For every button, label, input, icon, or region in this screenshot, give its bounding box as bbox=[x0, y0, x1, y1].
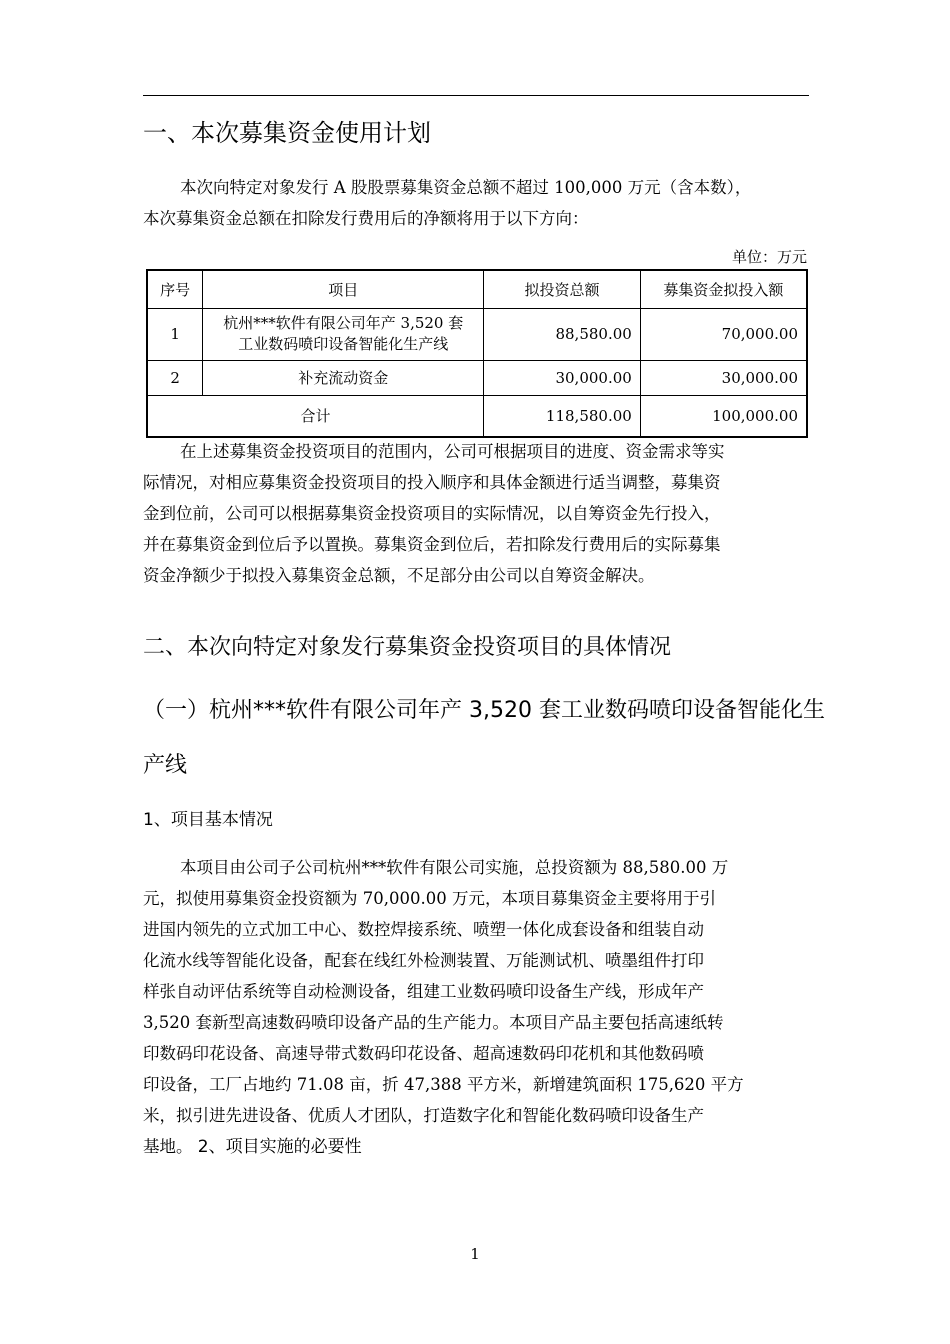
section1-title: 一、本次募集资金使用计划 bbox=[143, 119, 431, 147]
table-sum-row bbox=[147, 395, 807, 437]
after-line: 际情况，对相应募集资金投资项目的投入顺序和具体金额进行适当调整，募集资 bbox=[143, 473, 721, 492]
unit-label: 单位：万元 bbox=[731, 248, 807, 266]
header-project: 项目 bbox=[203, 270, 484, 308]
intro-line: 本次向特定对象发行 A 股股票募集资金总额不超过 100,000 万元（含本数）， bbox=[180, 178, 752, 197]
body-line: 米，拟引进先进设备、优质人才团队，打造数字化和智能化数码喷印设备生产 bbox=[143, 1106, 704, 1125]
sum-label: 合计 bbox=[147, 395, 484, 437]
subsection1-title-line1: （一）杭州***软件有限公司年产 3,520 套工业数码喷印设备智能化生 bbox=[143, 698, 825, 723]
section2-title: 二、本次向特定对象发行募集资金投资项目的具体情况 bbox=[143, 635, 672, 660]
body-last-text: 基地。 bbox=[143, 1137, 193, 1156]
intro-line: 本次募集资金总额在扣除发行费用后的净额将用于以下方向： bbox=[143, 209, 589, 228]
item2-title: 2、项目实施的必要性 bbox=[197, 1137, 362, 1157]
item1-body bbox=[143, 852, 809, 1162]
body-line: 3,520 套新型高速数码喷印设备产品的生产能力。本项目产品主要包括高速纸转 bbox=[143, 1013, 724, 1032]
table-row bbox=[147, 360, 807, 395]
sum-total: 118,580.00 bbox=[484, 395, 641, 437]
header-total: 拟投资总额 bbox=[484, 270, 641, 308]
fund-usage-table bbox=[146, 269, 808, 438]
after-line: 资金净额少于拟投入募集资金总额，不足部分由公司以自筹资金解决。 bbox=[143, 566, 655, 585]
header-rule bbox=[143, 95, 809, 96]
row-project-line: 工业数码喷印设备智能化生产线 bbox=[238, 335, 449, 353]
body-line: 样张自动评估系统等自动检测设备，组建工业数码喷印设备生产线，形成年产 bbox=[143, 982, 704, 1001]
table-header-row bbox=[147, 270, 807, 308]
row-project: 补充流动资金 bbox=[203, 360, 484, 395]
sum-raised: 100,000.00 bbox=[640, 395, 807, 437]
row-total: 30,000.00 bbox=[484, 360, 641, 395]
row-raised: 70,000.00 bbox=[640, 308, 807, 360]
body-line: 化流水线等智能化设备，配套在线红外检测装置、万能测试机、喷墨组件打印 bbox=[143, 951, 704, 970]
body-last-line bbox=[143, 1131, 809, 1162]
after-line: 金到位前，公司可以根据募集资金投资项目的实际情况，以自筹资金先行投入， bbox=[143, 504, 721, 523]
body-line: 本项目由公司子公司杭州***软件有限公司实施，总投资额为 88,580.00 万 bbox=[180, 858, 729, 877]
row-no: 2 bbox=[147, 360, 203, 395]
page-number: 1 bbox=[470, 1245, 480, 1263]
item1-title: 1、项目基本情况 bbox=[143, 810, 273, 830]
row-raised: 30,000.00 bbox=[640, 360, 807, 395]
row-no: 1 bbox=[147, 308, 203, 360]
section1-intro bbox=[143, 172, 809, 234]
header-no: 序号 bbox=[147, 270, 203, 308]
body-line: 印设备，工厂占地约 71.08 亩，折 47,388 平方米，新增建筑面积 175,620 平方 bbox=[143, 1075, 744, 1094]
row-total: 88,580.00 bbox=[484, 308, 641, 360]
row-project-line: 杭州***软件有限公司年产 3,520 套 bbox=[223, 314, 464, 332]
after-line: 在上述募集资金投资项目的范围内，公司可根据项目的进度、资金需求等实 bbox=[180, 442, 725, 461]
subsection1-title-line2: 产线 bbox=[143, 753, 188, 778]
body-line: 元，拟使用募集资金投资额为 70,000.00 万元，本项目募集资金主要将用于引 bbox=[143, 889, 716, 908]
header-raised: 募集资金拟投入额 bbox=[640, 270, 807, 308]
table-row bbox=[147, 308, 807, 360]
body-line: 印数码印花设备、高速导带式数码印花设备、超高速数码印花机和其他数码喷 bbox=[143, 1044, 704, 1063]
row-project bbox=[203, 308, 484, 360]
after-line: 并在募集资金到位后予以置换。募集资金到位后，若扣除发行费用后的实际募集 bbox=[143, 535, 721, 554]
body-line: 进国内领先的立式加工中心、数控焊接系统、喷塑一体化成套设备和组装自动 bbox=[143, 920, 704, 939]
section1-after-table bbox=[143, 436, 809, 591]
